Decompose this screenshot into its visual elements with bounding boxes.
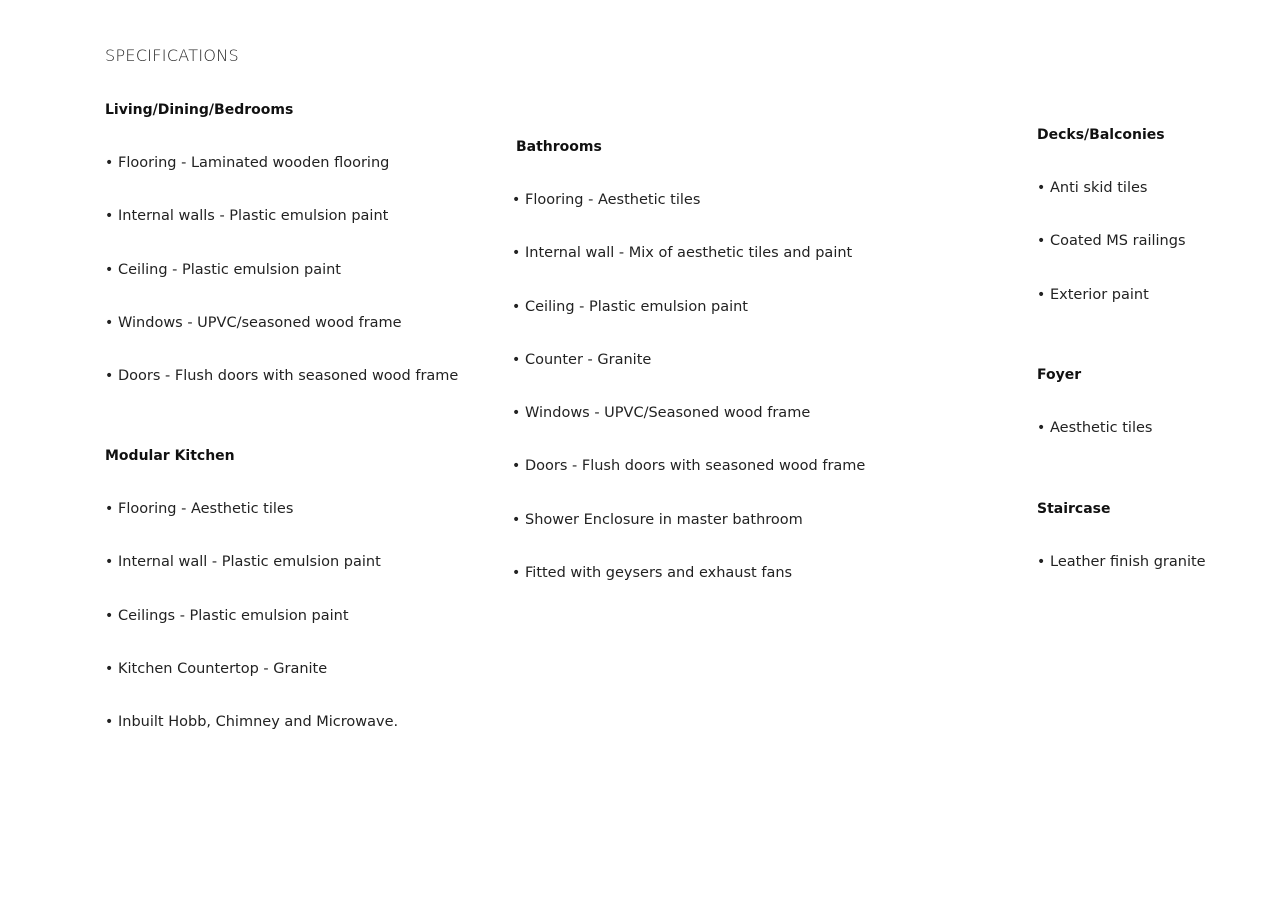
spec-list-item bbox=[1037, 231, 1186, 284]
spec-item-text: Leather finish granite bbox=[1050, 554, 1206, 570]
spec-list-item bbox=[1037, 285, 1186, 338]
section-bathrooms bbox=[512, 137, 865, 616]
bullet-icon: • bbox=[105, 314, 114, 331]
spec-list-item bbox=[512, 403, 865, 456]
section-staircase bbox=[1037, 499, 1206, 605]
bullet-icon: • bbox=[512, 192, 521, 208]
spec-list bbox=[105, 153, 458, 419]
bullet-icon: • bbox=[512, 245, 521, 262]
spec-list bbox=[1037, 552, 1206, 605]
page-title: SPECIFICATIONS bbox=[105, 46, 240, 65]
spec-item-text: Flooring - Aesthetic tiles bbox=[525, 192, 701, 208]
spec-item-text: Aesthetic tiles bbox=[1050, 420, 1153, 436]
spec-list-item bbox=[105, 499, 398, 552]
section-heading: Bathrooms bbox=[516, 139, 602, 155]
section-decks-balconies bbox=[1037, 125, 1186, 338]
bullet-icon: • bbox=[105, 208, 114, 225]
spec-list-item bbox=[105, 606, 398, 659]
spec-item-text: Exterior paint bbox=[1050, 286, 1149, 303]
bullet-icon: • bbox=[512, 511, 521, 528]
spec-list-item bbox=[105, 153, 458, 206]
spec-item-text: Flooring - Aesthetic tiles bbox=[118, 501, 294, 517]
bullet-icon: • bbox=[1037, 286, 1046, 303]
section-heading: Living/Dining/Bedrooms bbox=[105, 102, 294, 118]
bullet-icon: • bbox=[1037, 233, 1046, 250]
section-heading: Staircase bbox=[1037, 501, 1111, 517]
spec-list-item bbox=[1037, 552, 1206, 605]
spec-list bbox=[105, 499, 398, 765]
spec-list-item bbox=[512, 297, 865, 350]
spec-item-text: Internal walls - Plastic emulsion paint bbox=[118, 208, 389, 225]
spec-item-text: Fitted with geysers and exhaust fans bbox=[525, 565, 793, 582]
spec-item-text: Anti skid tiles bbox=[1050, 180, 1148, 196]
section-heading: Modular Kitchen bbox=[105, 448, 235, 464]
spec-item-text: Windows - UPVC/seasoned wood frame bbox=[118, 314, 402, 331]
spec-item-text: Ceiling - Plastic emulsion paint bbox=[525, 298, 748, 315]
spec-item-text: Shower Enclosure in master bathroom bbox=[525, 511, 803, 528]
spec-item-text: Coated MS railings bbox=[1050, 233, 1186, 250]
spec-list-item bbox=[105, 552, 398, 605]
spec-list-item bbox=[512, 456, 865, 509]
spec-item-text: Doors - Flush doors with seasoned wood frame bbox=[525, 458, 866, 475]
spec-list bbox=[1037, 178, 1186, 338]
bullet-icon: • bbox=[105, 261, 114, 278]
spec-item-text: Flooring - Laminated wooden flooring bbox=[118, 155, 390, 171]
spec-list-item bbox=[512, 563, 865, 616]
section-living-dining-bedrooms bbox=[105, 100, 458, 419]
bullet-icon: • bbox=[1037, 420, 1046, 436]
spec-list-item bbox=[105, 659, 398, 712]
spec-item-text: Internal wall - Mix of aesthetic tiles and paint bbox=[525, 245, 853, 262]
bullet-icon: • bbox=[512, 405, 521, 422]
spec-list-item bbox=[105, 206, 458, 259]
spec-item-text: Doors - Flush doors with seasoned wood frame bbox=[118, 368, 459, 385]
section-heading: Decks/Balconies bbox=[1037, 127, 1165, 143]
bullet-icon: • bbox=[105, 501, 114, 517]
spec-list-item bbox=[512, 350, 865, 403]
spec-list-item bbox=[105, 712, 398, 765]
spec-item-text: Inbuilt Hobb, Chimney and Microwave. bbox=[118, 714, 399, 731]
spec-list-item bbox=[512, 510, 865, 563]
spec-list-item bbox=[512, 243, 865, 296]
section-foyer bbox=[1037, 365, 1152, 471]
spec-item-text: Ceiling - Plastic emulsion paint bbox=[118, 261, 341, 278]
spec-list-item bbox=[105, 260, 458, 313]
spec-item-text: Kitchen Countertop - Granite bbox=[118, 660, 328, 677]
bullet-icon: • bbox=[105, 660, 114, 677]
bullet-icon: • bbox=[105, 155, 114, 171]
spec-list-item bbox=[1037, 418, 1152, 471]
spec-list-item bbox=[512, 190, 865, 243]
bullet-icon: • bbox=[512, 565, 521, 582]
spec-item-text: Counter - Granite bbox=[525, 351, 652, 368]
bullet-icon: • bbox=[512, 351, 521, 368]
bullet-icon: • bbox=[105, 714, 114, 731]
spec-item-text: Internal wall - Plastic emulsion paint bbox=[118, 554, 381, 571]
section-modular-kitchen bbox=[105, 446, 398, 765]
bullet-icon: • bbox=[105, 368, 114, 385]
bullet-icon: • bbox=[1037, 180, 1046, 196]
spec-list-item bbox=[105, 366, 458, 419]
spec-list-item bbox=[1037, 178, 1186, 231]
spec-list bbox=[512, 190, 865, 616]
spec-list bbox=[1037, 418, 1152, 471]
spec-list-item bbox=[105, 313, 458, 366]
bullet-icon: • bbox=[1037, 554, 1046, 570]
bullet-icon: • bbox=[512, 298, 521, 315]
bullet-icon: • bbox=[105, 607, 114, 624]
section-heading: Foyer bbox=[1037, 367, 1082, 383]
bullet-icon: • bbox=[105, 554, 114, 571]
bullet-icon: • bbox=[512, 458, 521, 475]
spec-item-text: Ceilings - Plastic emulsion paint bbox=[118, 607, 349, 624]
spec-item-text: Windows - UPVC/Seasoned wood frame bbox=[525, 405, 811, 422]
